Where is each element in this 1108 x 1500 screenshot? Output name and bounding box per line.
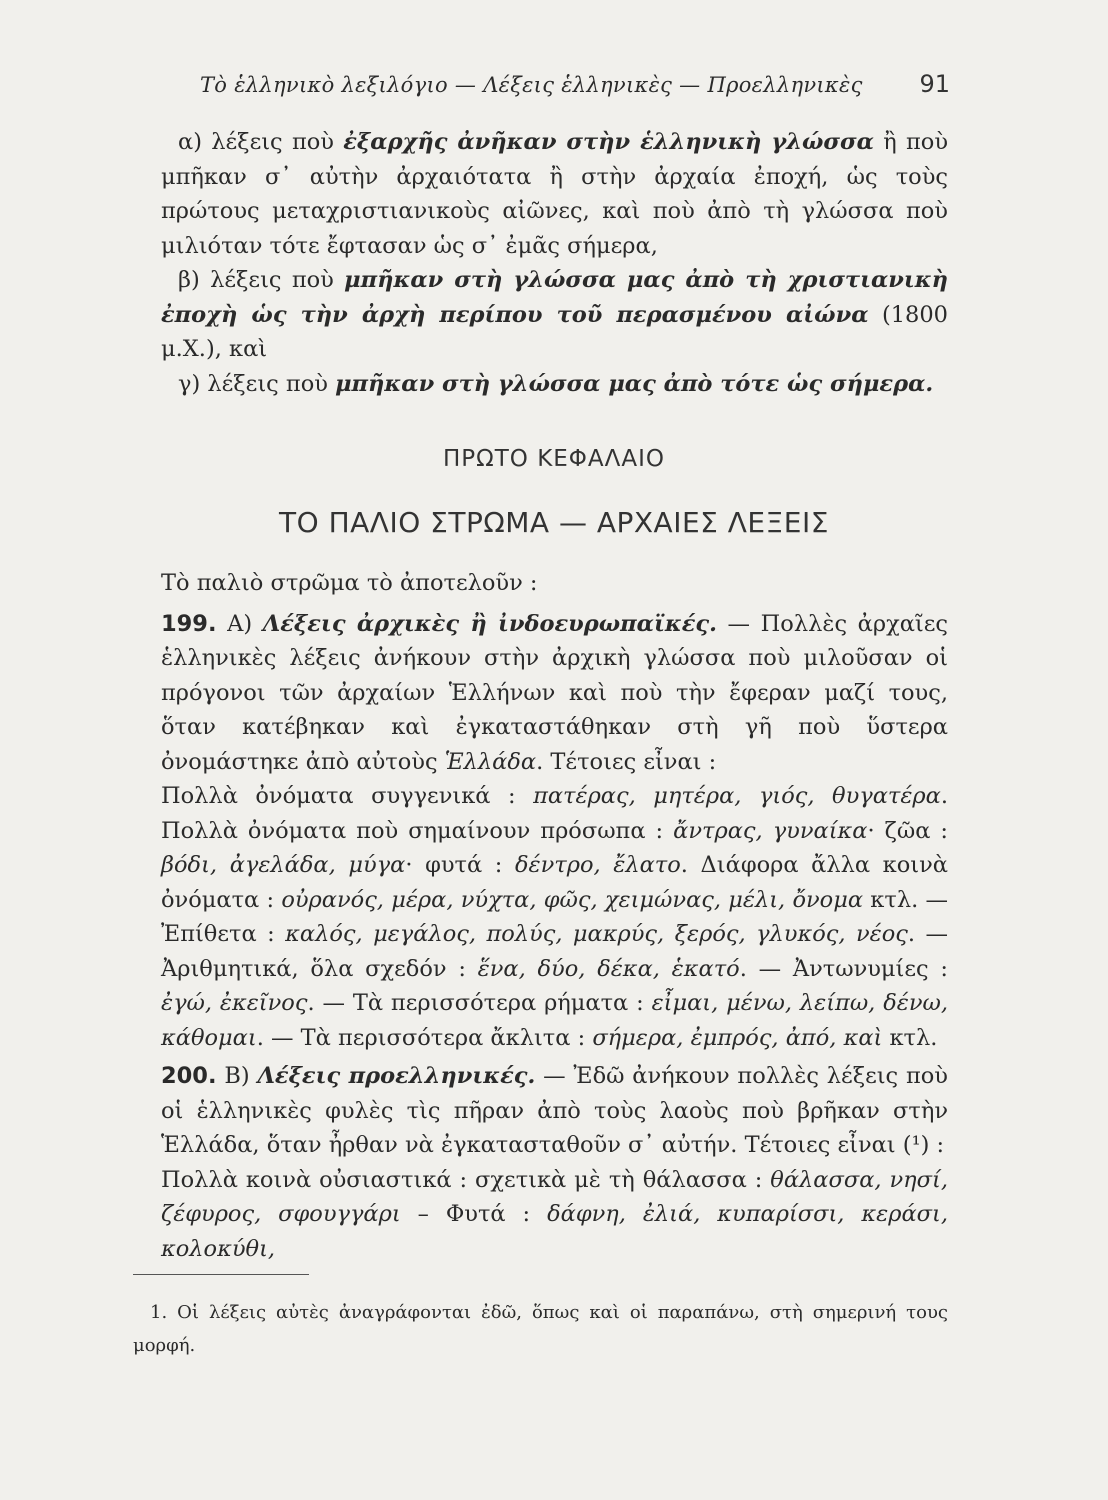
item-b: β) λέξεις ποὺ μπῆκαν στὴ γλώσσα μας ἀπὸ τὴ χριστιανικὴ ἐποχὴ ὡς τὴν ἀρχὴ περίπου τοῦ περασμένου αἰώνα (1800 μ.Χ.), καὶ: [161, 267, 948, 362]
intro-list: [161, 125, 948, 401]
page-number: 91: [919, 70, 950, 98]
footnote: 1. Οἱ λέξεις αὐτὲς ἀναγράφονται ἐδῶ, ὅπως καὶ οἱ παραπάνω, στὴ σημερινή τους μορφή.: [133, 1302, 948, 1356]
section-199: 199. Α) Λέξεις ἀρχικὲς ἢ ἰνδοευρωπαϊκές. — Πολλὲς ἀρχαῖες ἑλληνικὲς λέξεις ἀνήκουν στὴν ἀρχικὴ γλώσσα ποὺ μιλοῦσαν οἱ πρόγονοι τῶν ἀρχαίων Ἑλλήνων καὶ ποὺ τὴν ἔφεραν μαζί τους, ὅταν κατέβηκαν καὶ ἐγκαταστάθηκαν στὴ γῆ ποὺ ὕστερα ὀνομάστηκε ἀπὸ αὐτοὺς Ἑλλάδα. Τέτοιες εἶναι :: [161, 610, 948, 775]
chapter-title: ΤΟ ΠΑΛΙΟ ΣΤΡΩΜΑ — ΑΡΧΑΙΕΣ ΛΕΞΕΙΣ: [279, 506, 829, 539]
item-a: α) λέξεις ποὺ ἐξαρχῆς ἀνῆκαν στὴν ἑλληνικὴ γλώσσα ἢ ποὺ μπῆκαν σ᾽ αὐτὴν ἀρχαιότατα ἢ στὴν ἀρχαία ἐποχή, ὡς τοὺς πρώτους μεταχριστιανικοὺς αἰῶνες, καὶ ποὺ ἀπὸ τὴ γλώσσα ποὺ μιλιόταν τότε ἔφτασαν ὡς σ᾽ ἐμᾶς σήμερα,: [161, 129, 948, 259]
running-title: Τὸ ἑλληνικὸ λεξιλόγιο — Λέξεις ἑλληνικὲς — Προελληνικὲς: [200, 73, 863, 97]
last-paragraph: Πολλὰ κοινὰ οὐσιαστικά : σχετικὰ μὲ τὴ θάλασσα : θάλασσα, νησί, ζέφυρος, σφουγγάρι – Φυτά : δάφνη, ἐλιά, κυπαρίσσι, κεράσι, κολοκύθι,: [161, 1166, 948, 1262]
examples-paragraph: Πολλὰ ὀνόματα συγγενικά : πατέρας, μητέρα, γιός, θυγατέρα. Πολλὰ ὀνόματα ποὺ σημαίνουν πρόσωπα : ἄντρας, γυναίκα· ζῶα : βόδι, ἀγελάδα, μύγα· φυτά : δέντρο, ἔλατο. Διάφορα ἄλλα κοινὰ ὀνόματα : οὐρανός, μέρα, νύχτα, φῶς, χειμώνας, μέλι, ὄνομα κτλ. — Ἐπίθετα : καλός, μεγάλος, πολύς, μακρύς, ξερός, γλυκός, νέος. — Ἀριθμητικά, ὅλα σχεδόν : ἕνα, δύο, δέκα, ἑκατό. — Ἀντωνυμίες : ἐγώ, ἐκεῖνος. — Τὰ περισσότερα ρήματα : εἶμαι, μένω, λείπω, δένω, κάθομαι. — Τὰ περισσότερα ἄκλιτα : σήμερα, ἐμπρός, ἀπό, καὶ κτλ.: [161, 783, 948, 1051]
chapter-label: ΠΡΩΤΟ ΚΕΦΑΛΑΙΟ: [442, 446, 665, 472]
item-c: γ) λέξεις ποὺ μπῆκαν στὴ γλώσσα μας ἀπὸ τότε ὡς σήμερα.: [178, 370, 934, 397]
lead-line: Τὸ παλιὸ στρῶμα τὸ ἀποτελοῦν :: [161, 570, 538, 596]
running-header: [160, 70, 950, 98]
footnote-divider: [133, 1274, 309, 1275]
body-text: [161, 566, 948, 1266]
section-200: 200. Β) Λέξεις προελληνικές. — Ἐδῶ ἀνήκουν πολλὲς λέξεις ποὺ οἱ ἑλληνικὲς φυλὲς τὶς πῆραν ἀπὸ τοὺς λαοὺς ποὺ βρῆκαν στὴν Ἑλλάδα, ὅταν ἦρθαν νὰ ἐγκατασταθοῦν σ᾽ αὐτήν. Τέτοιες εἶναι (¹) :: [161, 1063, 948, 1158]
